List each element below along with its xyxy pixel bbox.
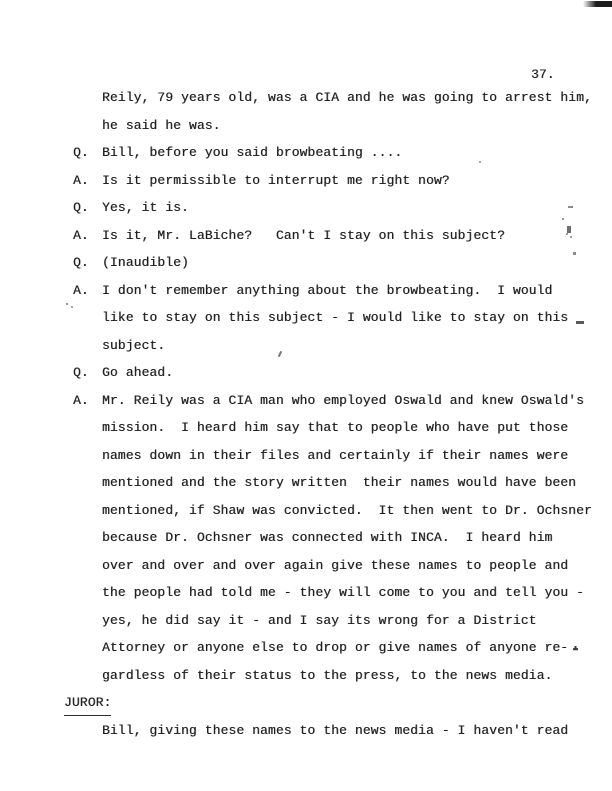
line-text: mission. I heard him say that to people who have put those bbox=[102, 420, 569, 435]
transcript-line bbox=[0, 222, 612, 250]
juror-heading: JUROR: bbox=[64, 691, 111, 716]
line-text: (Inaudible) bbox=[102, 255, 189, 270]
line-text: names down in their files and certainly if their names were bbox=[102, 447, 569, 463]
transcript-line bbox=[0, 332, 612, 360]
speaker-marker: Q. bbox=[73, 255, 89, 270]
speaker-marker: Q. bbox=[73, 145, 89, 160]
transcript-line bbox=[0, 167, 612, 195]
transcript-line bbox=[0, 607, 612, 635]
transcript-line bbox=[0, 387, 612, 415]
transcript-line bbox=[0, 84, 612, 112]
line-text: Is it, Mr. LaBiche? Can't I stay on this subject? bbox=[102, 227, 505, 243]
line-text: Bill, before you said browbeating .... bbox=[102, 145, 403, 160]
transcript-line bbox=[0, 717, 612, 745]
transcript-line bbox=[0, 304, 612, 332]
transcript-line bbox=[0, 552, 612, 580]
transcript-line bbox=[0, 139, 612, 167]
line-text: Is it permissible to interrupt me right now? bbox=[102, 172, 450, 188]
transcript-line bbox=[0, 277, 612, 305]
line-text: Mr. Reily was a CIA man who employed Oswald and knew Oswald's bbox=[102, 392, 584, 408]
transcript-line bbox=[0, 634, 612, 662]
transcript-line bbox=[0, 194, 612, 222]
line-text: subject. bbox=[102, 337, 166, 353]
line-text: Go ahead. bbox=[102, 365, 174, 380]
speaker-marker: A. bbox=[73, 282, 89, 298]
line-text: because Dr. Ochsner was connected with INCA. I heard him bbox=[102, 530, 553, 545]
transcript-line bbox=[0, 579, 612, 607]
speaker-marker: A. bbox=[73, 172, 89, 188]
juror-heading-line bbox=[0, 689, 612, 717]
page-number: 37. bbox=[531, 67, 555, 82]
transcript-line bbox=[0, 662, 612, 690]
line-text: like to stay on this subject - I would like to stay on this bbox=[102, 310, 569, 325]
speaker-marker: Q. bbox=[73, 365, 89, 380]
transcript-line bbox=[0, 442, 612, 470]
transcript-line bbox=[0, 249, 612, 277]
transcript-line bbox=[0, 359, 612, 387]
speaker-marker: Q. bbox=[73, 200, 89, 215]
transcript-line bbox=[0, 414, 612, 442]
line-text: he said he was. bbox=[102, 117, 221, 133]
line-text: mentioned, if Shaw was convicted. It then went to Dr. Ochsner bbox=[102, 502, 592, 518]
speaker-marker: A. bbox=[73, 227, 89, 243]
transcript-line bbox=[0, 112, 612, 140]
line-text: the people had told me - they will come to you and tell you - bbox=[102, 585, 584, 600]
line-text: I don't remember anything about the browbeating. I would bbox=[102, 282, 553, 298]
line-text: over and over and over again give these names to people and bbox=[102, 557, 569, 573]
line-text: yes, he did say it - and I say its wrong for a District bbox=[102, 612, 537, 628]
line-text: mentioned and the story written their names would have been bbox=[102, 475, 577, 490]
speaker-marker: A. bbox=[73, 392, 89, 408]
transcript-line bbox=[0, 469, 612, 497]
line-text: Attorney or anyone else to drop or give names of anyone re- bbox=[102, 640, 569, 655]
line-text: Reily, 79 years old, was a CIA and he was going to arrest him, bbox=[102, 90, 592, 105]
line-text: Yes, it is. bbox=[102, 200, 189, 215]
scan-artifact-corner-streak bbox=[583, 1, 612, 7]
transcript-body bbox=[0, 84, 612, 744]
line-text: gardless of their status to the press, to the news media. bbox=[102, 667, 553, 683]
line-text: Bill, giving these names to the news media - I haven't read bbox=[102, 722, 569, 738]
transcript-line bbox=[0, 524, 612, 552]
transcript-line bbox=[0, 497, 612, 525]
